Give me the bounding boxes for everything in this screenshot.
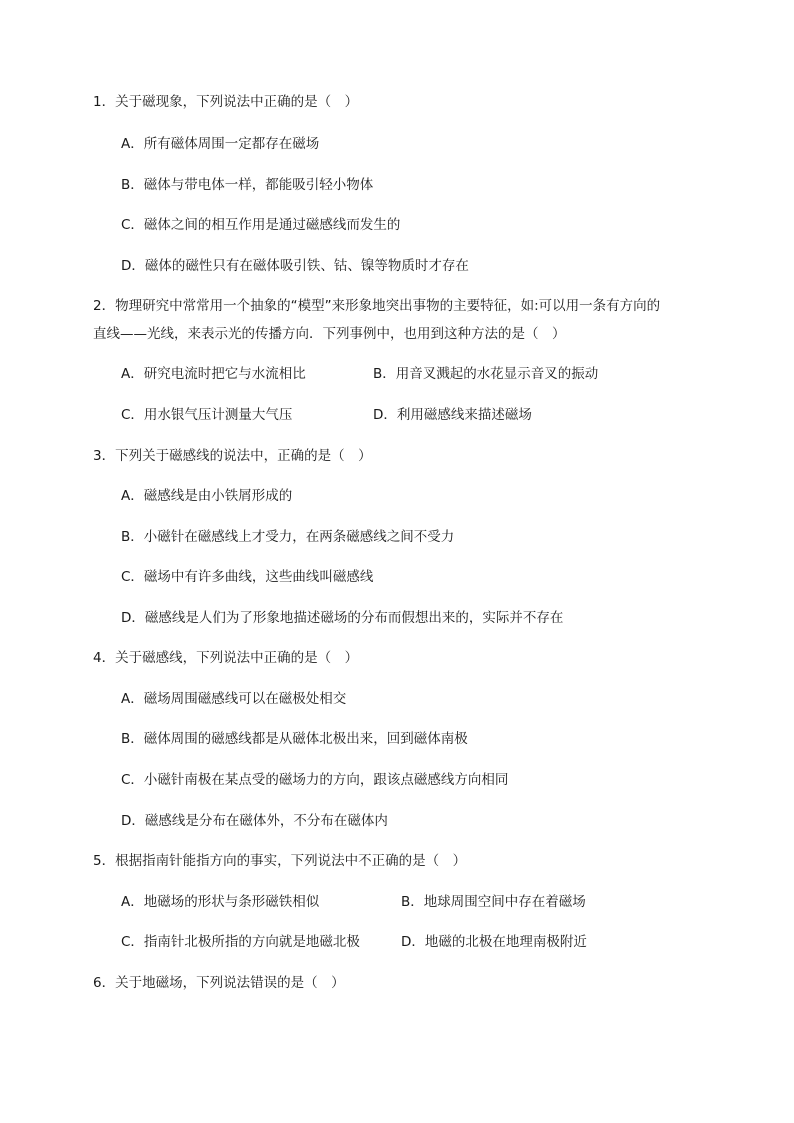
question-1-option-d: D．磁体的磁性只有在磁体吸引铁、钴、镍等物质时才存在 (121, 258, 469, 274)
question-2-option-b: B．用音叉溅起的水花显示音叉的振动 (373, 366, 599, 382)
question-4-option-c: C．小磁针南极在某点受的磁场力的方向，跟该点磁感线方向相同 (121, 772, 509, 788)
question-5-option-d: D．地磁的北极在地理南极附近 (401, 934, 587, 950)
question-2-option-d: D．利用磁感线来描述磁场 (373, 407, 532, 423)
question-1-option-a: A．所有磁体周围一定都存在磁场 (121, 136, 320, 152)
question-3-option-a: A．磁感线是由小铁屑形成的 (121, 488, 293, 504)
question-4-stem: 4．关于磁感线，下列说法中正确的是（ ） (93, 650, 359, 666)
question-2-stem-line-2: 直线——光线，来表示光的传播方向．下列事例中，也用到这种方法的是（ ） (93, 326, 566, 342)
question-5-option-a: A．地磁场的形状与条形磁铁相似 (121, 894, 320, 910)
question-6-stem: 6．关于地磁场，下列说法错误的是（ ） (93, 975, 345, 991)
question-3-stem: 3．下列关于磁感线的说法中，正确的是（ ） (93, 448, 372, 464)
question-5-stem: 5．根据指南针能指方向的事实，下列说法中不正确的是（ ） (93, 853, 467, 869)
question-2-option-c: C．用水银气压计测量大气压 (121, 407, 293, 423)
question-2-option-a: A．研究电流时把它与水流相比 (121, 366, 306, 382)
question-3-option-c: C．磁场中有许多曲线，这些曲线叫磁感线 (121, 569, 374, 585)
question-3-option-d: D．磁感线是人们为了形象地描述磁场的分布而假想出来的，实际并不存在 (121, 610, 564, 626)
question-1-stem: 1．关于磁现象，下列说法中正确的是（ ） (93, 94, 359, 110)
question-2-stem-line-1: 2．物理研究中常常用一个抽象的“模型”来形象地突出事物的主要特征，如:可以用一条有方向的 (93, 298, 661, 314)
question-1-option-b: B．磁体与带电体一样，都能吸引轻小物体 (121, 177, 374, 193)
question-1-option-c: C．磁体之间的相互作用是通过磁感线而发生的 (121, 217, 401, 233)
question-4-option-d: D．磁感线是分布在磁体外，不分布在磁体内 (121, 813, 388, 829)
question-4-option-b: B．磁体周围的磁感线都是从磁体北极出来，回到磁体南极 (121, 731, 468, 747)
question-3-option-b: B．小磁针在磁感线上才受力，在两条磁感线之间不受力 (121, 529, 455, 545)
question-5-option-b: B．地球周围空间中存在着磁场 (401, 894, 586, 910)
question-5-option-c: C．指南针北极所指的方向就是地磁北极 (121, 934, 360, 950)
question-4-option-a: A．磁场周围磁感线可以在磁极处相交 (121, 691, 347, 707)
